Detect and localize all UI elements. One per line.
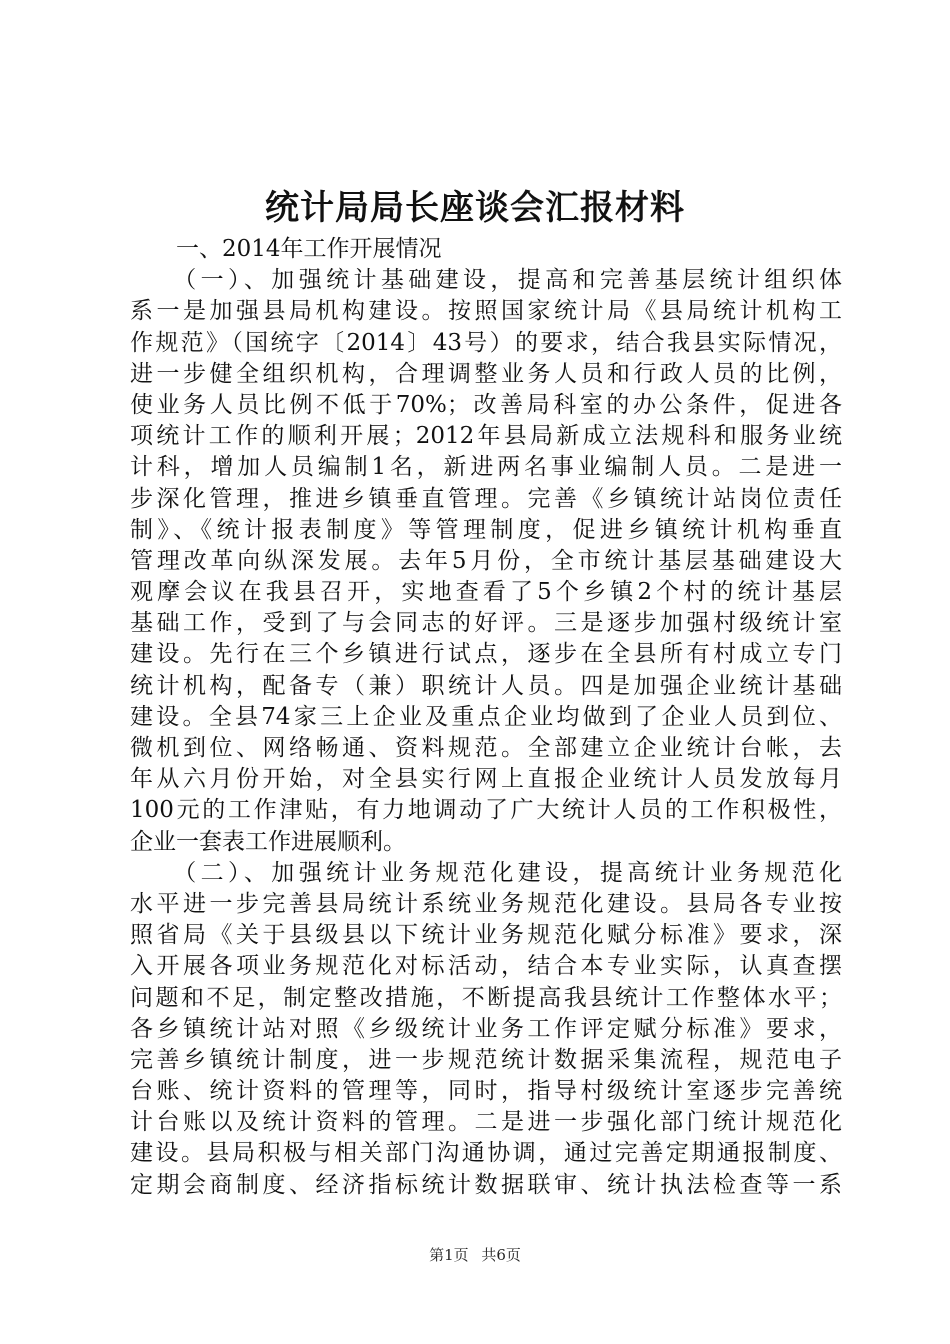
body-line: 系一是加强县局机构建设。按照国家统计局《县局统计机构工: [130, 298, 842, 325]
body-line: （一）、加强统计基础建设，提高和完善基层统计组织体: [130, 267, 842, 294]
body-line: 项统计工作的顺利开展；2012年县局新成立法规科和服务业统: [130, 423, 842, 450]
body-line: 台账、统计资料的管理等，同时，指导村级统计室逐步完善统: [130, 1078, 842, 1105]
body-line: 使业务人员比例不低于70%；改善局科室的办公条件，促进各: [130, 391, 842, 418]
body-line: 基础工作，受到了与会同志的好评。三是逐步加强村级统计室: [130, 610, 842, 637]
body-line: 水平进一步完善县局统计系统业务规范化建设。县局各专业按: [130, 890, 842, 917]
body-line: 进一步健全组织机构，合理调整业务人员和行政人员的比例，: [130, 360, 842, 387]
body-line: 照省局《关于县级县以下统计业务规范化赋分标准》要求，深: [130, 922, 842, 949]
body-line: 微机到位、网络畅通、资料规范。全部建立企业统计台帐，去: [130, 735, 842, 761]
page-footer: [0, 1244, 950, 1266]
body-line: 一、2014年工作开展情况: [130, 236, 442, 262]
body-line: 建设。先行在三个乡镇进行试点，逐步在全县所有村成立专门: [130, 641, 842, 668]
body-line: 各乡镇统计站对照《乡级统计业务工作评定赋分标准》要求，: [130, 1015, 842, 1042]
body-line: 管理改革向纵深发展。去年5月份，全市统计基层基础建设大: [130, 547, 842, 574]
body-line: 企业一套表工作进展顺利。: [130, 828, 406, 855]
body-line: 计台账以及统计资料的管理。二是进一步强化部门统计规范化: [130, 1109, 842, 1136]
body-line: 入开展各项业务规范化对标活动，结合本专业实际，认真查摆: [130, 953, 842, 980]
body-line: 统计机构，配备专（兼）职统计人员。四是加强企业统计基础: [130, 672, 842, 699]
body-line: 制》、《统计报表制度》等管理制度，促进乡镇统计机构垂直: [130, 516, 842, 543]
page-total: 共6页: [481, 1246, 521, 1264]
page-number: 第1页: [429, 1246, 469, 1264]
document-title: 统计局局长座谈会汇报材料: [265, 188, 685, 228]
body-line: 建设。县局积极与相关部门沟通协调，通过完善定期通报制度、: [130, 1140, 842, 1167]
body-line: （二）、加强统计业务规范化建设，提高统计业务规范化: [130, 859, 842, 886]
body-line: 100元的工作津贴，有力地调动了广大统计人员的工作积极性，: [130, 797, 842, 824]
body-line: 步深化管理，推进乡镇垂直管理。完善《乡镇统计站岗位责任: [130, 485, 842, 512]
body-line: 观摩会议在我县召开，实地查看了5个乡镇2个村的统计基层: [130, 579, 842, 606]
document-body: [130, 234, 842, 1201]
body-line: 作规范》（国统字〔2014〕43号）的要求，结合我县实际情况，: [130, 329, 842, 356]
body-line: 计科，增加人员编制1名，新进两名事业编制人员。二是进一: [130, 454, 842, 481]
body-line: 问题和不足，制定整改措施，不断提高我县统计工作整体水平；: [130, 984, 842, 1011]
body-line: 定期会商制度、经济指标统计数据联审、统计执法检查等一系: [130, 1171, 842, 1198]
body-line: 建设。全县74家三上企业及重点企业均做到了企业人员到位、: [130, 703, 842, 730]
body-line: 完善乡镇统计制度，进一步规范统计数据采集流程，规范电子: [130, 1046, 842, 1073]
body-line: 年从六月份开始，对全县实行网上直报企业统计人员发放每月: [130, 766, 842, 793]
